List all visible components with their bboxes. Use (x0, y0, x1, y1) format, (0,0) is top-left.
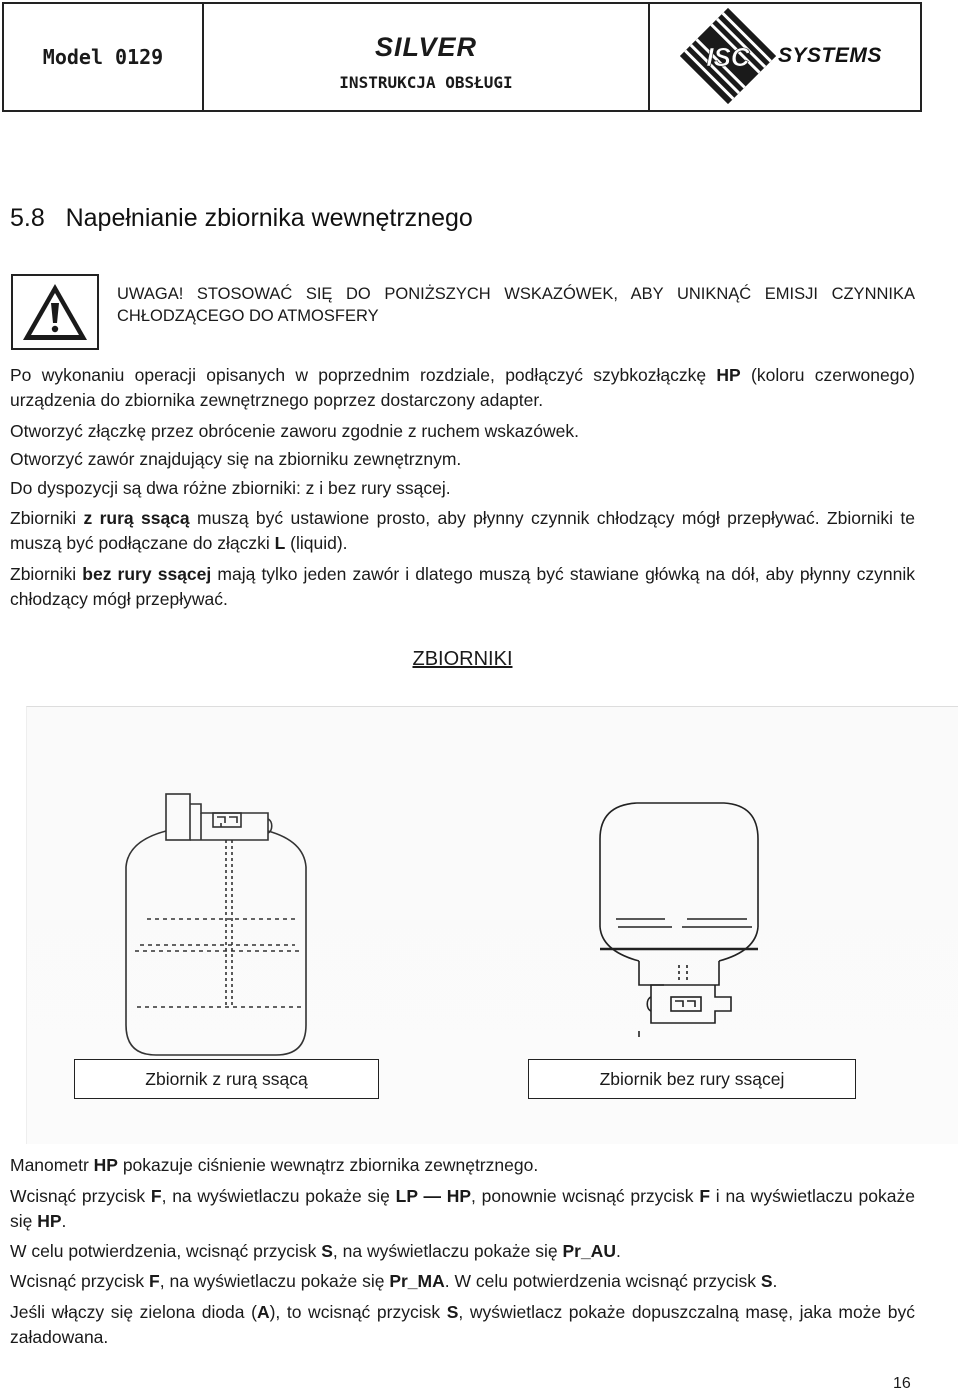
text-span: pokazuje ciśnienie wewnątrz zbiornika zewnętrznego. (117, 1155, 539, 1175)
model-number: Model 0129 (4, 4, 204, 110)
tank-without-suction-tube (600, 803, 758, 1037)
tank-with-suction-tube (126, 794, 306, 1055)
company-logo (650, 4, 920, 110)
paragraph-connect (10, 363, 915, 413)
figure-heading: ZBIORNIKI (412, 648, 513, 670)
text-span: , na wyświetlaczu pokaże się (332, 1241, 563, 1261)
paragraph-manometer (10, 1153, 915, 1178)
text-span: Po wykonaniu operacji opisanych w poprzednim rozdziale, podłączyć szybkozłączkę (10, 365, 717, 385)
text-span: Wcisnąć przycisk (10, 1271, 150, 1291)
text-span: , na wyświetlaczu pokaże się (159, 1271, 390, 1291)
text-bold: A (256, 1302, 270, 1322)
paragraph-open-coupling: Otworzyć złączkę przez obrócenie zaworu zgodnie z ruchem wskazówek. (10, 421, 579, 441)
paragraph-open-valve: Otworzyć zawór znajdujący się na zbiorniku zewnętrznym. (10, 449, 462, 469)
warning-triangle-icon (20, 281, 90, 343)
logo-lettering: ISC (706, 42, 750, 72)
text-span: . (61, 1211, 67, 1231)
text-span: mają tylko jeden zawór i dlatego muszą być stawiane główką na dół, aby płynny czynnik chłodzący mógł przepływać. (10, 564, 915, 609)
text-bold: bez rury ssącej (82, 564, 212, 584)
caption-tank-with-tube: Zbiornik z rurą ssącą (74, 1059, 379, 1099)
text-bold: S (446, 1302, 459, 1322)
document-header (2, 2, 922, 112)
text-span: ), to wcisnąć przycisk (269, 1302, 447, 1322)
text-span: (koloru czerwonego) urządzenia do zbiornika zewnętrznego poprzez dostarczony adapter. (10, 365, 915, 410)
text-span: . (615, 1241, 621, 1261)
text-bold: F (699, 1186, 711, 1206)
text-bold: z rurą ssącą (83, 508, 190, 528)
section-title: 5.8 Napełnianie zbiornika wewnętrznego (10, 204, 473, 232)
caption-tank-without-tube: Zbiornik bez rury ssącej (528, 1059, 856, 1099)
text-span: Wcisnąć przycisk (10, 1186, 151, 1206)
text-bold: S (321, 1241, 333, 1261)
manual-subtitle: INSTRUKCJA OBSŁUGI (339, 73, 513, 92)
text-span: . (772, 1271, 778, 1291)
text-bold: F (149, 1271, 160, 1291)
paragraph-tank-with-tube (10, 506, 915, 556)
paragraph-pr-ma (10, 1269, 915, 1294)
paragraph-press-f (10, 1184, 915, 1234)
paragraph-two-tanks: Do dyspozycji są dwa różne zbiorniki: z i bez rury ssącej. (10, 478, 451, 498)
text-span: Manometr (10, 1155, 94, 1175)
text-span: , wyświetlacz pokaże dopuszczalną masę, jaka może być załadowana. (10, 1302, 915, 1347)
text-bold: Pr_AU (562, 1241, 616, 1261)
text-span: Jeśli włączy się zielona dioda ( (10, 1302, 257, 1322)
text-bold: F (150, 1186, 162, 1206)
text-bold: HP (716, 365, 741, 385)
isc-logo-icon (680, 8, 776, 104)
page-number: 16 (893, 1375, 911, 1392)
text-span: , na wyświetlaczu pokaże się (161, 1186, 396, 1206)
text-span: muszą być ustawione prosto, aby płynny czynnik chłodzący mógł przepływać. Zbiorniki te muszą być podłączane do złączki (10, 508, 915, 553)
paragraph-tank-without-tube (10, 562, 915, 612)
text-span: i na wyświetlaczu pokaże się (10, 1186, 915, 1231)
paragraph-green-diode (10, 1300, 915, 1350)
text-bold: HP (93, 1155, 118, 1175)
text-bold: S (760, 1271, 773, 1291)
text-bold: LP — HP (395, 1186, 472, 1206)
text-bold: Pr_MA (389, 1271, 445, 1291)
text-span: . W celu potwierdzenia wcisnąć przycisk (444, 1271, 761, 1291)
text-bold: HP (37, 1211, 62, 1231)
text-span: W celu potwierdzenia, wcisnąć przycisk (10, 1241, 322, 1261)
text-span: (liquid). (285, 533, 348, 553)
warning-box (11, 274, 99, 350)
text-span: , ponownie wcisnąć przycisk (471, 1186, 700, 1206)
paragraph-confirm-s (10, 1239, 915, 1264)
text-span: Zbiorniki (10, 564, 83, 584)
company-name: SYSTEMS (778, 44, 882, 67)
product-name: SILVER (374, 32, 478, 62)
text-span: Zbiorniki (10, 508, 84, 528)
header-title-block (204, 4, 650, 110)
warning-text: UWAGA! STOSOWAĆ SIĘ DO PONIŻSZYCH WSKAZÓWEK, ABY UNIKNĄĆ EMISJI CZYNNIKA CHŁODZĄCEGO DO ATMOSFERY (117, 285, 915, 325)
text-bold: L (274, 533, 286, 553)
